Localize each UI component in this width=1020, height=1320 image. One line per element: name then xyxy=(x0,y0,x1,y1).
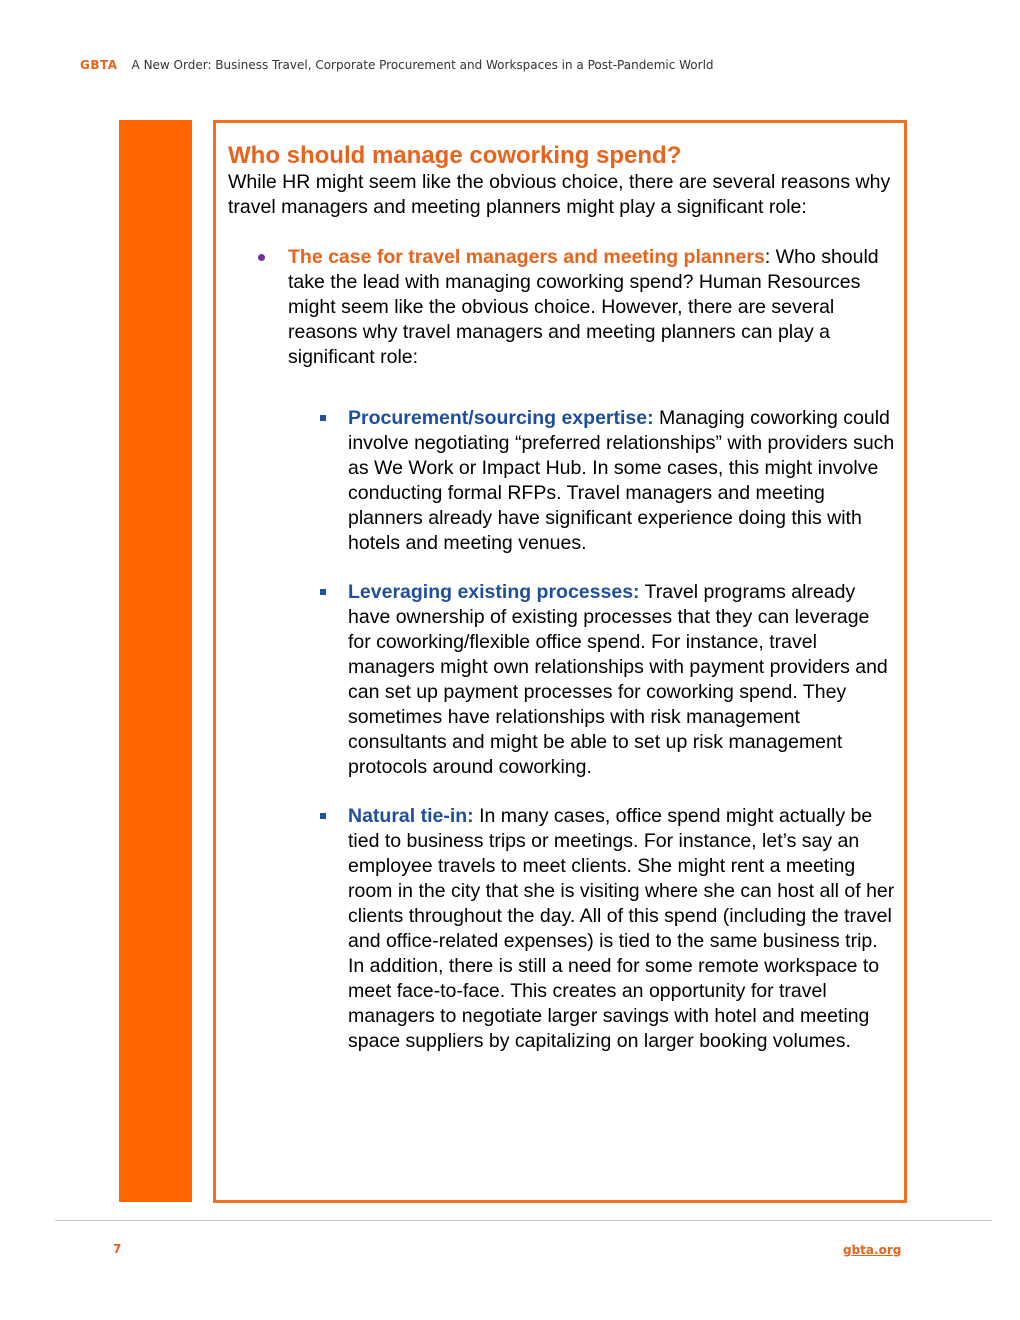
sub-bullet-text: In many cases, office spend might actually be tied to business trips or meetings. For instance, let’s say an employee travels to meet clients. She might rent a meeting room in the city that she is visiting where she can host all of her clients throughout the day. All of this spend (including the travel and office-related expenses) is tied to the same business trip. In addition, there is still a need for some remote workspace to meet face-to-face. This creates an opportunity for travel managers to negotiate larger savings with hotel and meeting space suppliers by capitalizing on larger booking volumes. xyxy=(348,805,895,1052)
bullet-text: : Who should take the lead with managing coworking spend? Human Resources might seem like the obvious choice. However, there are several reasons why travel managers and meeting planners can play a significant role: xyxy=(288,246,879,368)
page-number: 7 xyxy=(113,1242,122,1256)
callout-content xyxy=(228,142,896,1054)
running-header xyxy=(80,58,714,72)
section-title: Who should manage coworking spend? xyxy=(228,142,682,169)
bullet-item xyxy=(228,245,896,370)
header-brand: GBTA xyxy=(80,58,118,72)
header-title: A New Order: Business Travel, Corporate Procurement and Workspaces in a Post-Pandemic World xyxy=(131,58,714,72)
square-bullet-icon xyxy=(320,415,326,421)
website-link[interactable]: gbta.org xyxy=(843,1243,902,1257)
decorative-sidebar-bar xyxy=(119,120,192,1202)
sub-bullet-text: Managing coworking could involve negotiating “preferred relationships” with providers such as We Work or Impact Hub. In some cases, this might involve conducting formal RFPs. Travel managers and meeting planners already have significant experience doing this with hotels and meeting venues. xyxy=(348,407,895,554)
square-bullet-icon xyxy=(320,589,326,595)
sub-bullet-item xyxy=(228,804,896,1054)
sub-bullet-lead: Leveraging existing processes: xyxy=(348,581,640,603)
square-bullet-icon xyxy=(320,813,326,819)
bullet-dot-icon xyxy=(258,254,265,261)
section-intro: While HR might seem like the obvious choice, there are several reasons why travel managers and meeting planners might play a significant role: xyxy=(228,171,891,218)
sub-bullet-lead: Natural tie-in: xyxy=(348,805,474,827)
footer-divider xyxy=(55,1220,992,1221)
sub-bullet-text: Travel programs already have ownership of existing processes that they can leverage for coworking/flexible office spend. For instance, travel managers might own relationships with payment providers and can set up payment processes for coworking spend. They sometimes have relationships with risk management consultants and might be able to set up risk management protocols around coworking. xyxy=(348,581,888,778)
bullet-lead: The case for travel managers and meeting planners xyxy=(288,246,765,268)
sub-bullet-item xyxy=(228,580,896,780)
sub-bullet-item xyxy=(228,406,896,556)
sub-bullet-lead: Procurement/sourcing expertise: xyxy=(348,407,654,429)
